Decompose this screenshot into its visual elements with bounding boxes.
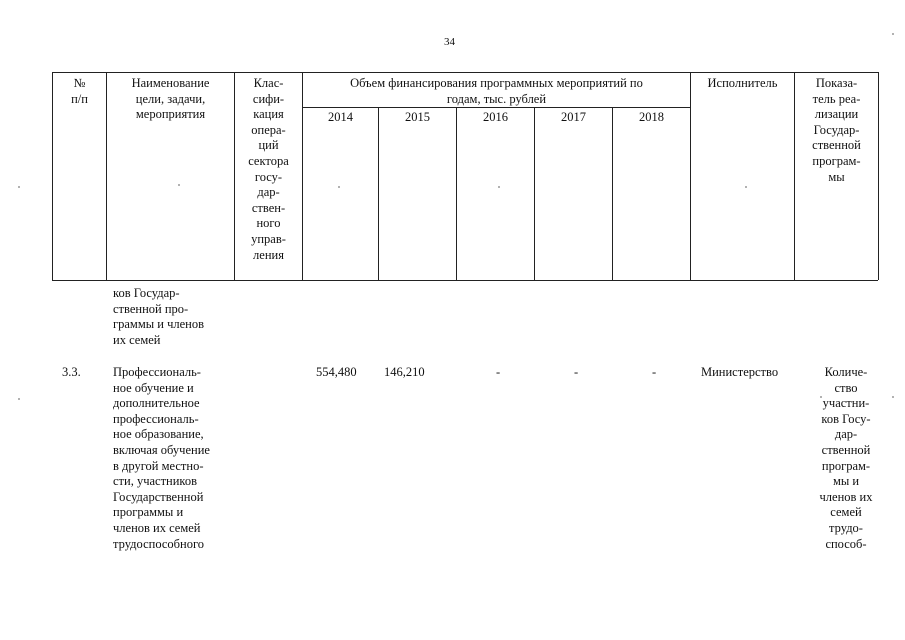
header-indicator: Показа- тель реа- лизации Государ- ственной програм- мы [812,76,861,184]
header-year: 2016 [483,110,508,124]
continuation-name: ков Государ- ственной про- граммы и членов их семей [113,286,204,347]
page-number: 34 [444,36,455,48]
header-number: № п/п [71,76,88,106]
header-year: 2014 [328,110,353,124]
row-value-2017: - [574,365,579,379]
header-executor: Исполнитель [707,76,778,90]
row-value-2016: - [496,365,501,379]
header-year: 2018 [639,110,664,124]
header-year: 2017 [561,110,586,124]
header-year: 2015 [405,110,430,124]
row-executor: Министерство [701,365,779,379]
header-funding: Объем финансирования программных мероприятий по годам, тыс. рублей [350,76,643,106]
row-name: Профессиональ- ное обучение и дополнительное профессиональ- ное образование, включая обучение в другой местно- сти, участников Государственной программы и членов их семей трудоспособного [113,365,210,551]
header-name: Наименование цели, задачи, мероприятия [131,76,210,122]
row-value-2015: 146,210 [384,365,425,379]
header-classification: Клас- сифи- кация опера- ций сектора госу- дар- ствен- ного управ- ления [248,76,289,262]
row-indicator: Количе- ство участни- ков Госу- дар- ственной програм- мы и членов их семей трудо- способ- [819,365,873,551]
row-value-2018: - [652,365,657,379]
row-value-2014: 554,480 [316,365,357,379]
row-number: 3.3. [62,365,81,379]
